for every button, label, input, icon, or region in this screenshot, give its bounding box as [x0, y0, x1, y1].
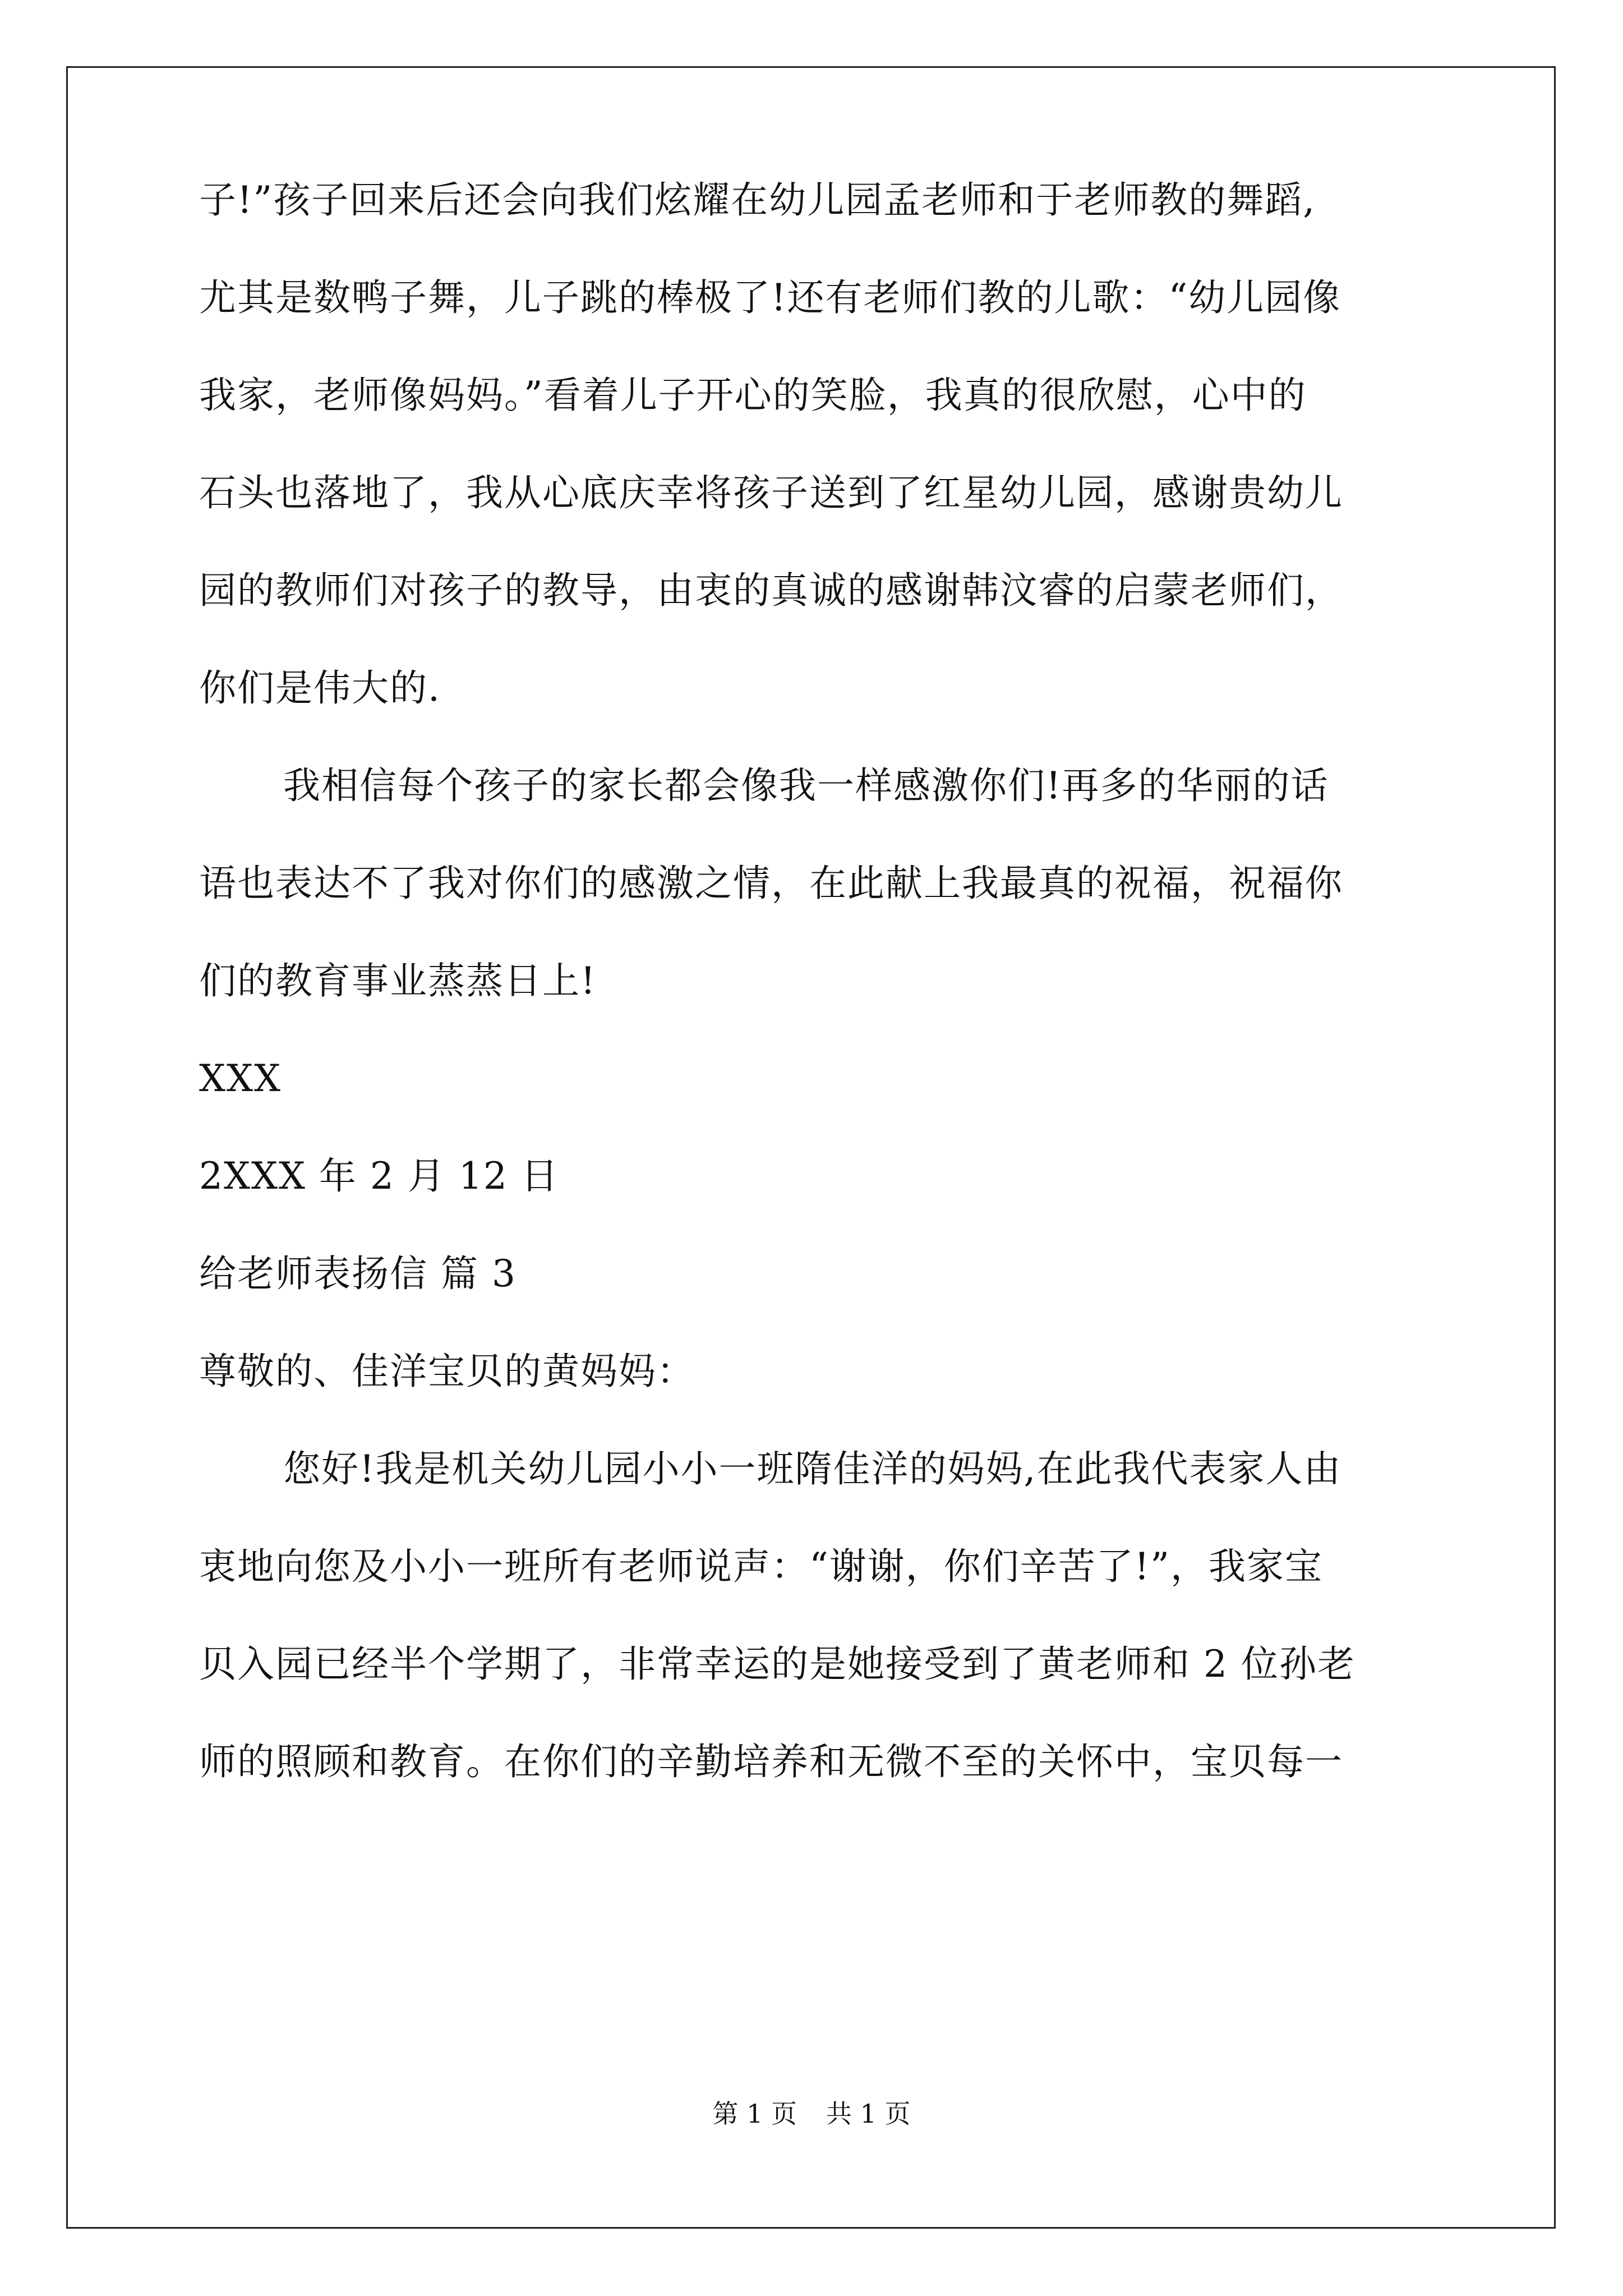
text-line: 师的照顾和教育。在你们的辛勤培养和无微不至的关怀中，宝贝每一 [199, 1740, 1343, 1783]
document-body [199, 177, 1422, 1836]
text-line: 子!”孩子回来后还会向我们炫耀在幼儿园孟老师和于老师教的舞蹈, [199, 178, 1316, 222]
text-line: 我家，老师像妈妈。”看着儿子开心的笑脸，我真的很欣慰，心中的 [199, 374, 1307, 417]
page-number: 第 1 页 [712, 2099, 797, 2129]
page-footer [0, 2097, 1623, 2131]
salutation: 尊敬的、佳洋宝贝的黄妈妈： [199, 1350, 695, 1393]
paragraph-first-line: 您好!我是机关幼儿园小小一班隋佳洋的妈妈,在此我代表家人由 [283, 1447, 1342, 1490]
text-line: 贝入园已经半个学期了，非常幸运的是她接受到了黄老师和 2 位孙老 [199, 1642, 1355, 1686]
text-line: 你们是伟大的. [199, 666, 441, 710]
text-line: 石头也落地了，我从心底庆幸将孩子送到了红星幼儿园，感谢贵幼儿 [199, 471, 1343, 514]
page-total: 共 1 页 [826, 2099, 911, 2129]
text-line: 们的教育事业蒸蒸日上! [199, 959, 597, 1002]
section-heading: 给老师表扬信 篇 3 [199, 1252, 517, 1295]
text-line: 衷地向您及小小一班所有老师说声：“谢谢，你们辛苦了!”，我家宝 [199, 1545, 1324, 1588]
text-line: 尤其是数鸭子舞，儿子跳的棒极了!还有老师们教的儿歌：“幼儿园像 [199, 276, 1341, 319]
letter-date: 2XXX 年 2 月 12 日 [199, 1154, 559, 1198]
signature-name: XXX [199, 1057, 282, 1100]
text-line: 语也表达不了我对你们的感激之情，在此献上我最真的祝福，祝福你 [199, 862, 1343, 905]
text-line: 园的教师们对孩子的教导，由衷的真诚的感谢韩汶睿的启蒙老师们， [199, 569, 1343, 612]
paragraph-first-line: 我相信每个孩子的家长都会像我一样感激你们!再多的华丽的话 [283, 764, 1329, 807]
